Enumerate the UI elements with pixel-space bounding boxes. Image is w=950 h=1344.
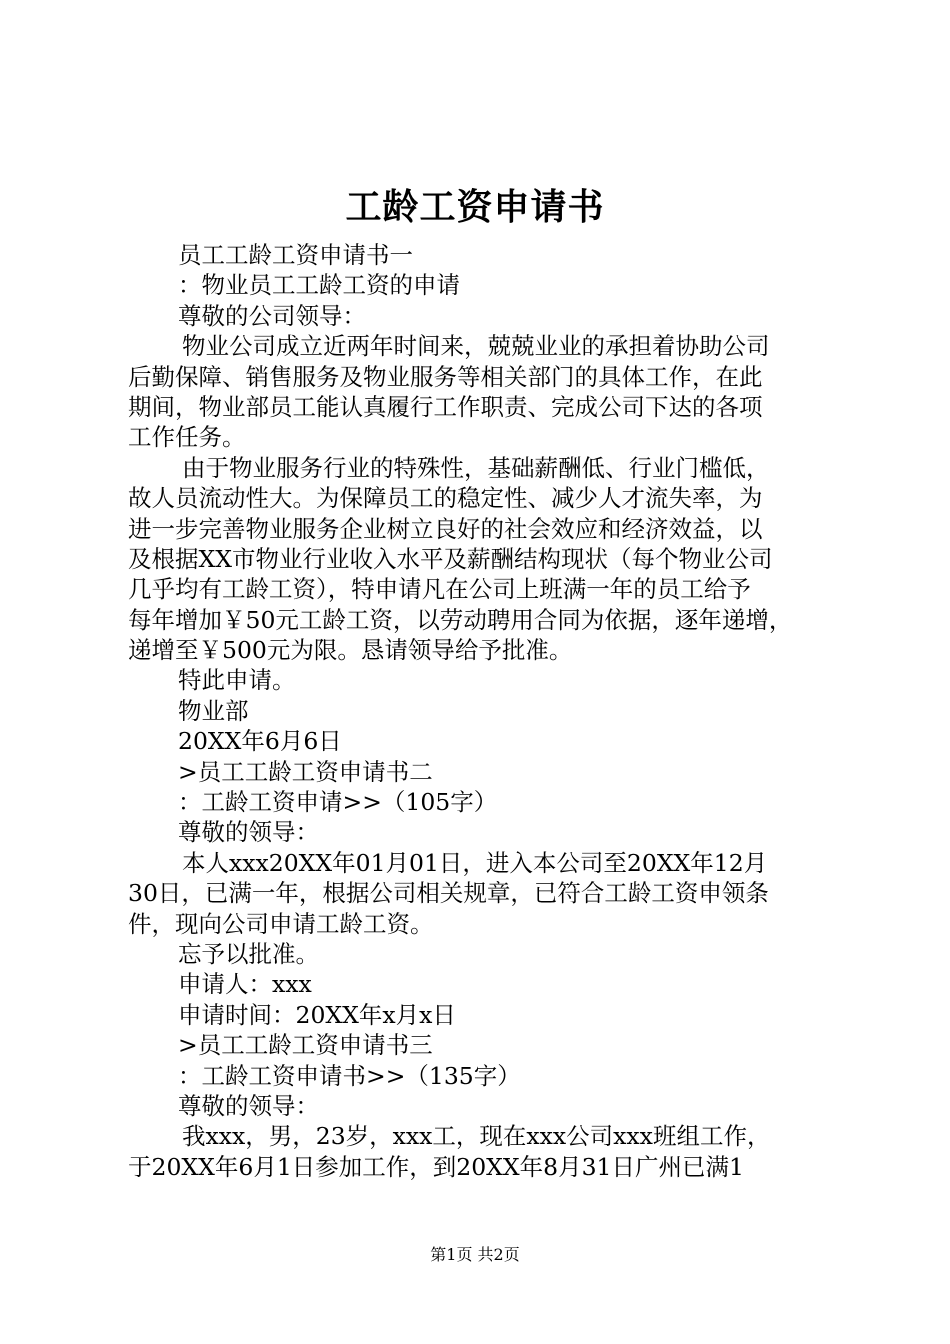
text-line: 及根据XX市物业行业收入水平及薪酬结构现状（每个物业公司	[128, 544, 773, 573]
text-line: 物业部	[178, 696, 249, 725]
text-line: 忘予以批准。	[178, 939, 319, 968]
document-title: 工龄工资申请书	[345, 186, 605, 228]
text-line: 物业公司成立近两年时间来，兢兢业业的承担着协助公司	[182, 332, 770, 361]
text-line: 尊敬的公司领导：	[178, 301, 366, 330]
text-line: 每年增加￥50元工龄工资，以劳动聘用合同为依据，逐年递增，	[128, 605, 793, 634]
text-line: 尊敬的领导：	[178, 818, 319, 847]
text-line: 后勤保障、销售服务及物业服务等相关部门的具体工作，在此	[128, 362, 763, 391]
text-line: 申请时间：20XX年x月x日	[178, 1000, 456, 1029]
text-line: 我xxx，男，23岁，xxx工，现在xxx公司xxx班组工作，	[182, 1122, 771, 1151]
text-line: 期间，物业部员工能认真履行工作职责、完成公司下达的各项	[128, 392, 763, 421]
text-line: ：工龄工资申请>>（105字）	[178, 788, 498, 817]
text-line: 本人xxx20XX年01月01日，进入本公司至20XX年12月	[182, 848, 768, 877]
text-line: 工作任务。	[128, 423, 246, 452]
text-line: ：物业员工工龄工资的申请	[178, 271, 460, 300]
text-line: 进一步完善物业服务企业树立良好的社会效应和经济效益，以	[128, 514, 763, 543]
text-line: 申请人：xxx	[178, 970, 312, 999]
text-line: >员工工龄工资申请书二	[178, 757, 433, 786]
text-line: >员工工龄工资申请书三	[178, 1031, 433, 1060]
text-line: ：工龄工资申请书>>（135字）	[178, 1061, 521, 1090]
document-body	[128, 240, 828, 1182]
text-line: 件，现向公司申请工龄工资。	[128, 909, 434, 938]
text-line: 特此申请。	[178, 666, 296, 695]
text-line: 20XX年6月6日	[178, 727, 342, 756]
text-line: 故人员流动性大。为保障员工的稳定性、减少人才流失率，为	[128, 484, 763, 513]
page-number-footer: 第1页 共2页	[430, 1245, 520, 1264]
text-line: 30日，已满一年，根据公司相关规章，已符合工龄工资申领条	[128, 879, 769, 908]
text-line: 几乎均有工龄工资），特申请凡在公司上班满一年的员工给予	[128, 575, 751, 604]
text-line: 尊敬的领导：	[178, 1091, 319, 1120]
text-line: 员工工龄工资申请书一	[178, 241, 413, 269]
text-line: 由于物业服务行业的特殊性，基础薪酬低、行业门槛低，	[182, 453, 770, 482]
text-line: 于20XX年6月1日参加工作，到20XX年8月31日广州已满1	[128, 1152, 744, 1181]
text-line: 递增至￥500元为限。恳请领导给予批准。	[128, 636, 573, 665]
